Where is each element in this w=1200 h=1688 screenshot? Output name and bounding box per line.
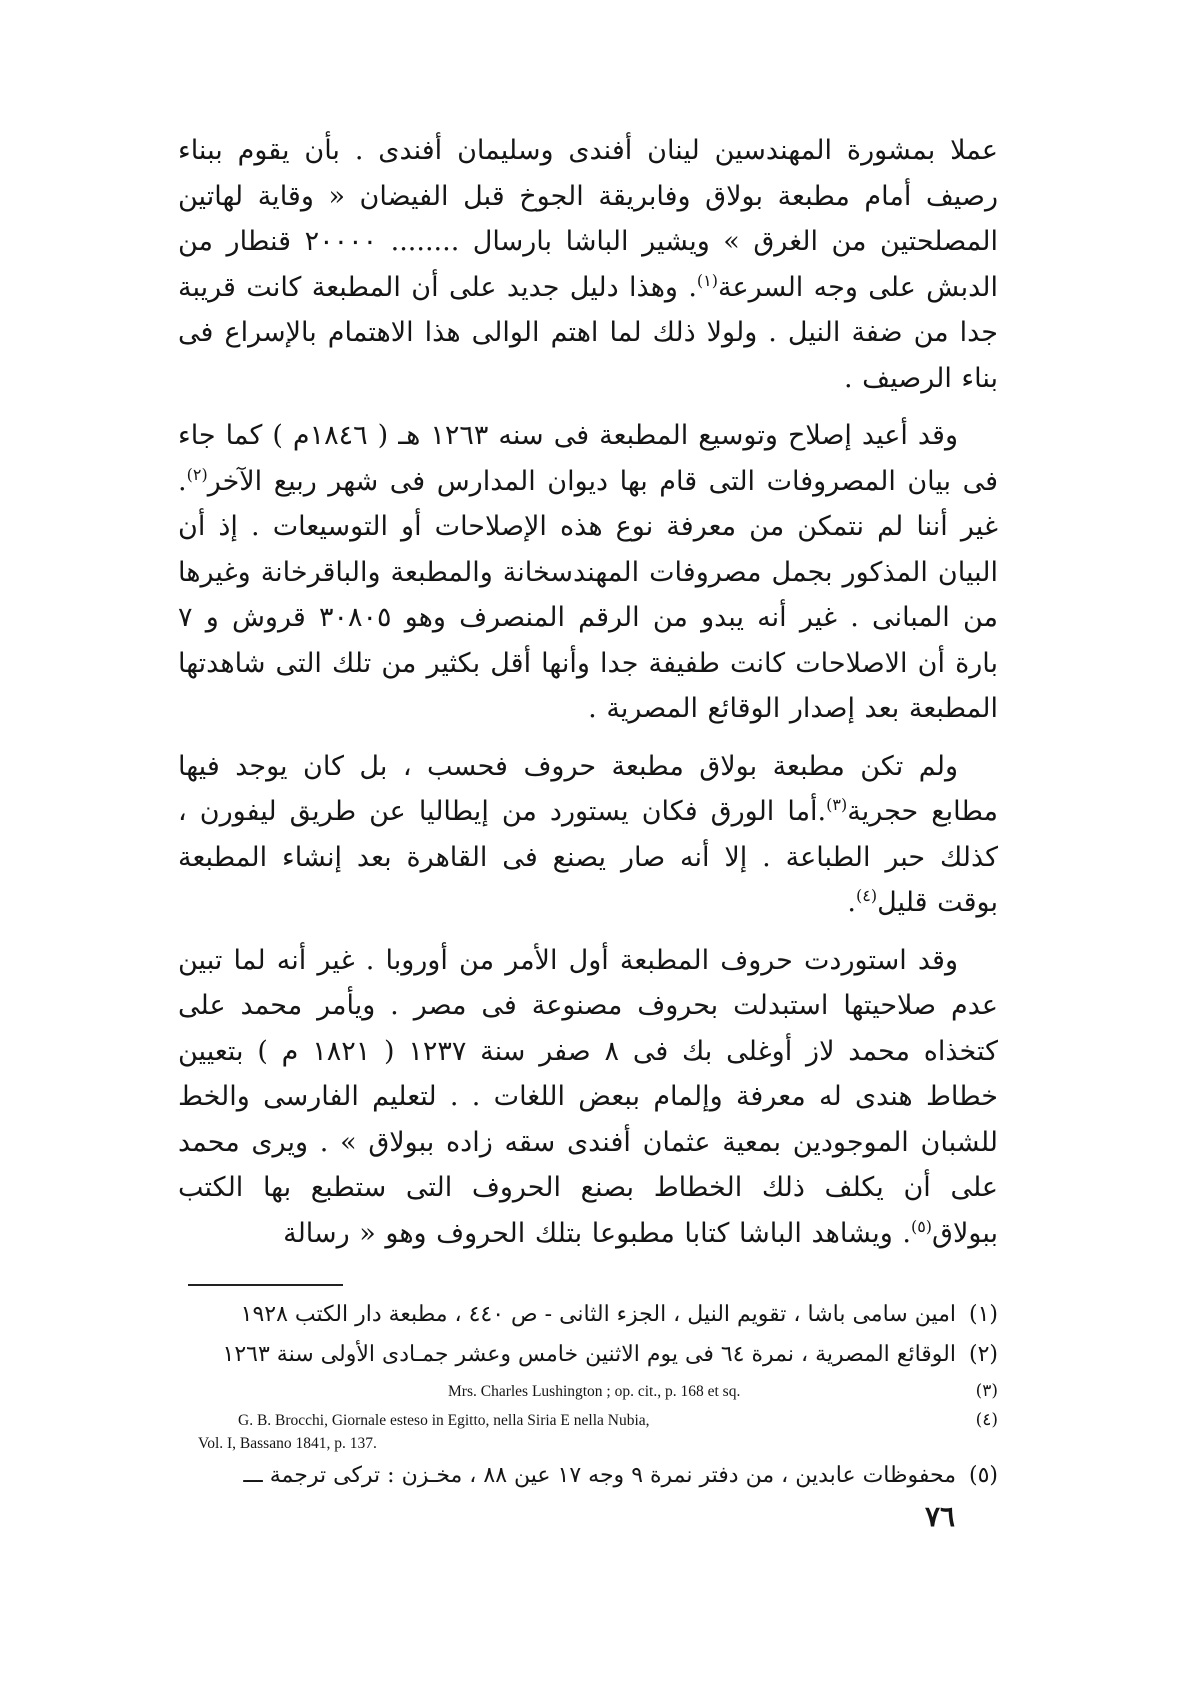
footnote-4 — [178, 1409, 998, 1455]
footnote-4-line-2: Vol. I, Bassano 1841, p. 137. — [198, 1435, 377, 1452]
paragraph-3-text: ولم تكن مطبعة بولاق مطبعة حروف فحسب ، بل كان يوجد فيها مطابع حجرية — [178, 750, 998, 827]
footnote-ref-4: (٤) — [856, 886, 878, 905]
paragraph-3-tail: .أما الورق فكان يستورد من إيطاليا عن طريق ليفورن ، كذلك حبر الطباعة . إلا أنه صار يصنع فى القاهرة بعد إنشاء المطبعة بوقت قليل — [178, 796, 998, 918]
paragraph-4-tail: . ويشاهد الباشا كتابا مطبوعا بتلك الحروف وهو « رسالة — [283, 1217, 911, 1249]
paragraph-2 — [178, 413, 998, 732]
footnote-5 — [178, 1461, 998, 1491]
footnote-ref-5: (٥) — [910, 1216, 933, 1236]
footnote-ref-3: (٣) — [826, 795, 848, 814]
paragraph-2-tail: . غير أننا لم نتمكن من معرفة نوع هذه الإصلاحات أو التوسيعات . إذ أن البيان المذكور بجمل مصروفات المهندسخانة والمطبعة والباقرخانة وغيرها من المبانى . غير أنه يبدو من الرقم المنصرف وهو ٣٠٨٠٥ قروش و ٧ بارة أن الاصلاحات كانت طفيفة جدا وأنها أقل بكثير من تلك التى شاهدتها المطبعة بعد إصدار الوقائع المصرية . — [178, 465, 999, 724]
page-number: ٧٦ — [925, 1500, 956, 1533]
paragraph-4 — [178, 938, 998, 1257]
footnote-ref-2: (٢) — [186, 464, 208, 484]
paragraph-2-text: وقد أعيد إصلاح وتوسيع المطبعة فى سنه ١٢٦٣ هـ ( ١٨٤٦م ) كما جاء فى بيان المصروفات التى قام بها ديوان المدارس فى شهر ربيع الآخر — [178, 420, 998, 497]
paragraph-4-text: وقد استوردت حروف المطبعة أول الأمر من أوروبا . غير أنه لما تبين عدم صلاحيتها استبدلت بحروف مصنوعة فى مصر . ويأمر محمد على كتخذاه محمد لاز أوغلى بك فى ٨ صفر سنة ١٢٣٧ ( ١٨٢١ م ) بتعيين خطاط هندى له معرفة وإلمام ببعض اللغات . . لتعليم الفارسى والخط للشبان الموجودين بمعية عثمان أفندى سقه زاده ببولاق » . ويرى محمد على أن يكلف ذلك الخطاط بصنع الحروف التى ستطبع بها الكتب ببولاق — [178, 944, 998, 1249]
paragraph-1-tail: . وهذا دليل جديد على أن المطبعة كانت قريبة جدا من ضفة النيل . ولولا ذلك لما اهتم الوالى هذا الاهتمام بالإسراع فى بناء الرصيف . — [178, 271, 998, 394]
footnote-1-number: (١) — [968, 1302, 998, 1327]
footnote-5-number: (٥) — [968, 1463, 998, 1488]
footnote-3-text: Mrs. Charles Lushington ; op. cit., p. 168 et sq. — [448, 1383, 741, 1400]
footnote-1-text: امين سامى باشا ، تقويم النيل ، الجزء الثانى - ص ٤٤٠ ، مطبعة دار الكتب ١٩٢٨ — [240, 1302, 956, 1327]
footnote-1 — [178, 1300, 998, 1330]
footnote-divider — [188, 1284, 343, 1286]
paragraph-1-text: عملا بمشورة المهندسين لينان أفندى وسليمان أفندى . بأن يقوم ببناء رصيف أمام مطبعة بولاق وفابريقة الجوخ قبل الفيضان « وقاية لهاتين المصلحتين من الغرق » ويشير الباشا بارسال ........ ٢٠٠٠٠ قنطار من الدبش على وجه السرعة — [178, 135, 999, 303]
footnote-2-number: (٢) — [968, 1342, 998, 1367]
footnote-4-line-1: G. B. Brocchi, Giornale esteso in Egitto, nella Siria E nella Nubia, — [238, 1412, 650, 1429]
footnote-2 — [178, 1340, 998, 1370]
paragraph-3-tail-2: . — [847, 887, 856, 918]
footnote-4-text — [178, 1409, 938, 1455]
footnote-5-text: محفوظات عابدين ، من دفتر نمرة ٩ وجه ١٧ عين ٨٨ ، مخـزن : تركى ترجمة ـــ — [243, 1463, 956, 1488]
footnote-2-text: الوقائع المصرية ، نمرة ٦٤ فى يوم الاثنين خامس وعشر جمـادى الأولى سنة ١٢٦٣ — [222, 1342, 956, 1367]
footnote-3-number: (٣) — [975, 1381, 998, 1401]
paragraph-3 — [178, 744, 998, 926]
paragraph-1 — [178, 128, 998, 401]
footnote-4-number: (٤) — [975, 1410, 998, 1430]
footnote-3 — [178, 1380, 998, 1403]
page-body — [178, 128, 998, 1501]
footnote-ref-1: (١) — [696, 270, 719, 290]
